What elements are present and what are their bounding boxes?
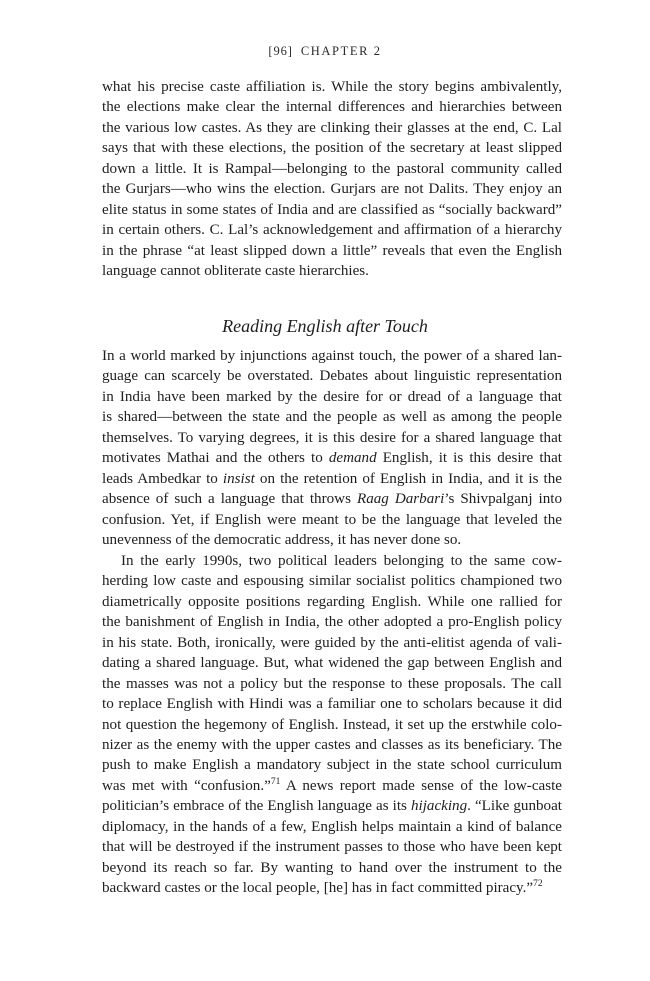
text-line: the Gurjars—who wins the election. Gurjars are not Dalits. They enjoy an <box>102 181 562 198</box>
text-line: confusion. Yet, if English were meant to be the language that leveled the <box>102 511 562 528</box>
paragraph-1990s-leaders <box>102 551 562 898</box>
emphasis-text: insist <box>222 470 255 487</box>
text-line: themselves. To varying degrees, it is this desire for a shared language that <box>102 429 562 446</box>
text-line: diplomacy, in the hands of a few, English helps maintain a kind of balance <box>102 818 562 835</box>
text-line <box>102 489 562 509</box>
text-line: in his state. Both, ironically, were guided by the anti-elitist agenda of vali- <box>102 634 562 651</box>
text-line: unevenness of the democratic address, it has never done so. <box>102 531 462 548</box>
text-line: the elections make clear the internal differences and hierarchies between <box>102 99 562 116</box>
text-line: In a world marked by injunctions against touch, the power of a shared lan- <box>102 348 562 364</box>
text-line: push to make English a mandatory subject in the state school curriculum <box>102 757 562 774</box>
text-line: language cannot obliterate caste hierarchies. <box>102 262 369 279</box>
text-line: not question the hegemony of English. Instead, it set up the erstwhile colo- <box>102 716 562 733</box>
text-run: on the retention of English in India, and it is the <box>254 470 562 487</box>
text-line <box>102 448 562 468</box>
text-line: down a little. It is Rampal—belonging to the pastoral community called <box>102 160 562 177</box>
text-line: in India have been marked by the desire for or dread of a language that <box>102 388 562 405</box>
text-line: elite status in some states of India and are classified as “socially backward” <box>102 201 562 218</box>
text-line: the banishment of English in India, the other adopted a pro-English policy <box>102 614 562 631</box>
emphasis-text: demand <box>328 450 377 467</box>
text-run: English, it is this desire that <box>376 450 562 467</box>
text-run: backward castes or the local people, [he] has in fact committed piracy.” <box>102 880 534 896</box>
text-line: that will be destroyed if the instrument passes to those who have been kept <box>102 839 562 856</box>
footnote-marker: 71 <box>270 776 281 787</box>
text-line <box>102 469 562 489</box>
text-line: in the phrase “at least slipped down a little” reveals that even the English <box>102 242 562 259</box>
text-line: says that with these elections, the position of the secretary at least slipped <box>102 140 562 157</box>
text-run: politician’s embrace of the English language as its <box>102 798 411 815</box>
text-line: what his precise caste affiliation is. While the story begins ambivalently, <box>102 79 562 95</box>
text-line: nizer as the enemy with the upper castes and classes as its beneficiary. The <box>102 736 562 753</box>
text-line: the various low castes. As they are clinking their glasses at the end, C. Lal <box>102 119 562 136</box>
text-run: leads Ambedkar to <box>102 470 223 487</box>
section-heading: Reading English after Touch <box>222 316 428 336</box>
text-line: beyond its reach so far. By wanting to hand over the instrument to the <box>102 859 562 876</box>
text-run: A news report made sense of the low-caste <box>280 777 562 794</box>
text-line: diametrically opposite positions regarding English. While one rallied for <box>102 593 562 610</box>
chapter-label: CHAPTER 2 <box>300 44 382 58</box>
text-line: in certain others. C. Lal’s acknowledgement and affirmation of a hierarchy <box>102 222 562 239</box>
footnote-marker: 72 <box>533 878 543 889</box>
text-line <box>102 796 562 816</box>
paragraph-shared-language <box>102 346 562 550</box>
text-run: ’s Shivpalganj into <box>444 491 562 508</box>
running-head <box>0 44 650 59</box>
text-run: . “Like gunboat <box>467 798 563 815</box>
text-line: is shared—between the state and the people as well as among the people <box>102 409 562 426</box>
text-line: herding low caste and espousing similar socialist politics championed two <box>102 573 562 590</box>
text-line: guage can scarcely be overstated. Debates about linguistic representation <box>102 368 562 385</box>
book-title: Raag Darbari <box>356 491 445 508</box>
text-line: In the early 1990s, two political leaders belonging to the same cow- <box>121 553 562 569</box>
text-line: dating a shared language. But, what widened the gap between English and <box>102 655 562 672</box>
text-run: absence of such a language that throws <box>102 491 357 508</box>
text-run: was met with “confusion.” <box>102 777 271 794</box>
emphasis-text: hijacking <box>410 798 468 815</box>
paragraph-caste-hierarchy <box>102 77 562 281</box>
text-line: the masses was not a policy but the response to these proposals. The call <box>102 675 562 692</box>
text-run: motivates Mathai and the others to <box>102 450 329 467</box>
text-line <box>102 776 562 796</box>
text-line <box>102 878 562 898</box>
page-number: [96] <box>268 44 293 58</box>
text-line: to replace English with Hindi was a familiar one to scholars because it did <box>102 696 562 713</box>
